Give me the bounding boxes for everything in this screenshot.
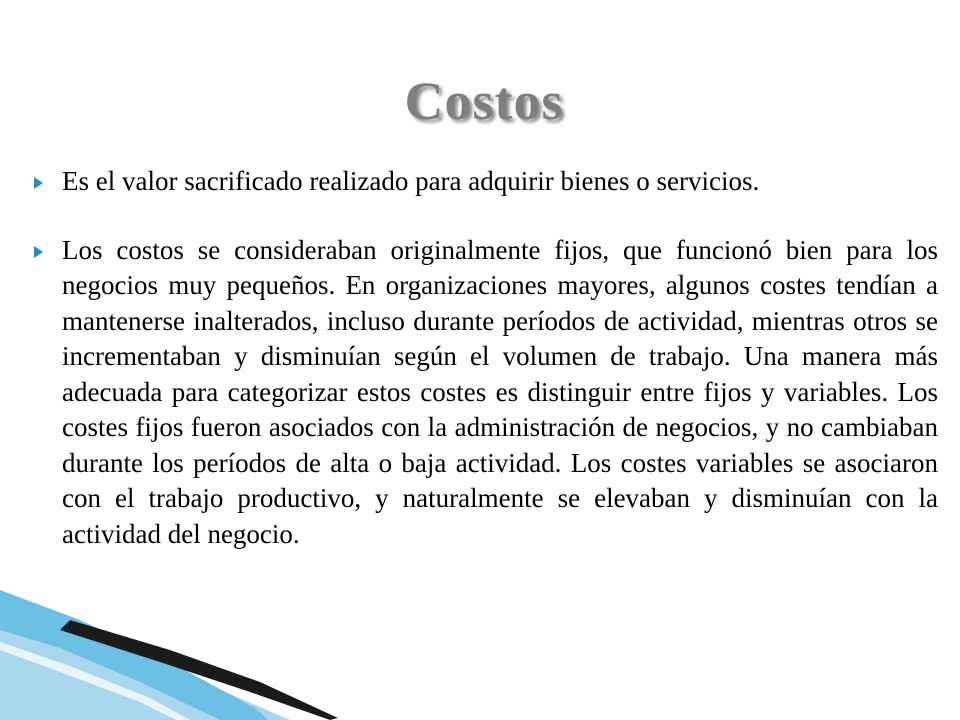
bullet-arrow-icon [34, 246, 43, 258]
bullet-list [34, 164, 938, 552]
bullet-arrow-icon [34, 177, 43, 189]
bullet-item [34, 164, 938, 200]
decorative-swoosh-graphic [0, 590, 340, 720]
bullet-text: Los costos se consideraban originalmente fijos, que funcionó bien para los negocios muy pequeños. En organizaciones mayores, algunos costes tendían a mantenerse inalterados, incluso durante períodos de actividad, mientras otros se incrementaban y disminuían según el volumen de trabajo. Una manera más adecuada para categorizar estos costes es distinguir entre fijos y variables. Los costes fijos fueron asociados con la administración de negocios, y no cambiaban durante los períodos de alta o baja actividad. Los costes variables se asociaron con el trabajo productivo, y naturalmente se elevaban y disminuían con la actividad del negocio. [62, 234, 938, 549]
bullet-text: Es el valor sacrificado realizado para adquirir bienes o servicios. [62, 166, 760, 196]
bullet-item [34, 233, 938, 553]
slide-title: Costos [404, 71, 564, 131]
